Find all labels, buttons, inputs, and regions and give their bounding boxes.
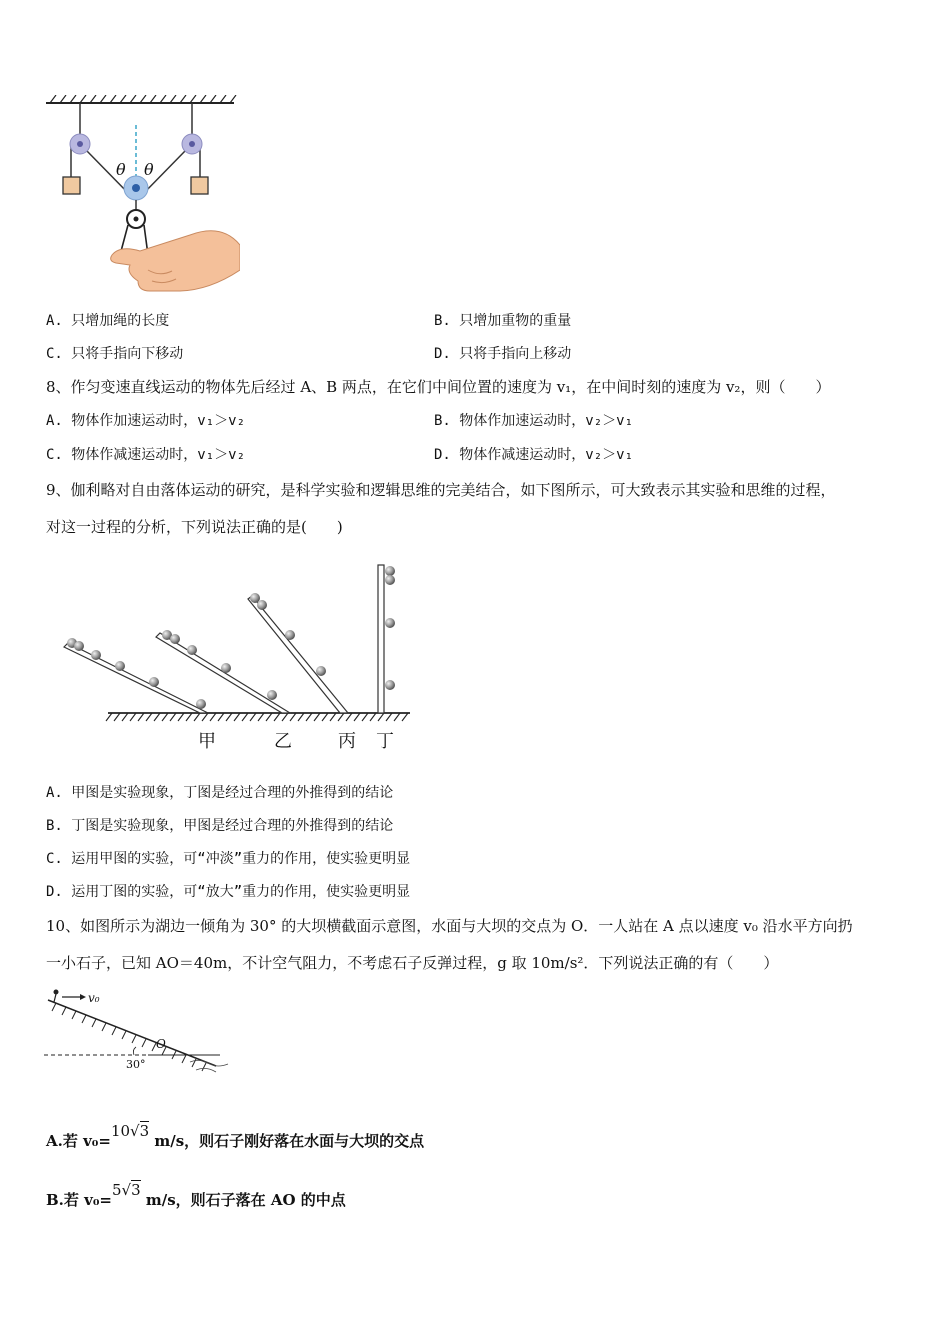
q8-option-d[interactable]: D. 物体作减速运动时，v₂＞v₁ [434,447,634,463]
q7-option-c[interactable]: C. 只将手指向下移动 [46,346,184,362]
q9-option-c[interactable]: C. 运用甲图的实验，可“冲淡”重力的作用，使实验更明显 [46,851,411,867]
q8-option-a[interactable]: A. 物体作加速运动时，v₁＞v₂ [46,413,246,429]
q10-option-b-radicand: 3 [131,1181,141,1199]
label-bing: 丙 [338,731,356,752]
q8-stem: 8、作匀变速直线运动的物体先后经过 A、B 两点，在它们中间位置的速度为 v₁，在中间时刻的速度为 v₂，则（ ） [46,378,831,396]
q10-option-a-sqrt [111,1115,149,1147]
q10-option-b-sqrt [112,1174,141,1206]
q7-option-b[interactable]: B. 只增加重物的重量 [434,313,572,329]
q10-stem-line2: 一小石子，已知 AO＝40m，不计空气阻力，不考虑石子反弹过程，g 取 10m/s²．下列说法正确的有（ ） [46,954,779,972]
q10-option-a-prefix: A.若 v₀= [46,1132,111,1150]
label-ding: 丁 [376,731,394,752]
q10-option-b[interactable] [46,1181,346,1216]
v0-label: v₀ [88,991,100,1005]
q9-inclined-plane-figure [50,555,420,755]
q10-stem-line1: 10、如图所示为湖边一倾角为 30° 的大坝横截面示意图，水面与大坝的交点为 O．一人站在 A 点以速度 v₀ 沿水平方向扔 [46,917,853,935]
q7-option-d[interactable]: D. 只将手指向上移动 [434,346,572,362]
q8-option-c[interactable]: C. 物体作减速运动时，v₁＞v₂ [46,447,246,463]
label-jia: 甲 [198,731,216,752]
q9-stem-line1: 9、伽利略对自由落体运动的研究，是科学实验和逻辑思维的完美结合，如下图所示，可大致表示其实验和思维的过程， [46,481,836,499]
q9-option-b[interactable]: B. 丁图是实验现象，甲图是经过合理的外推得到的结论 [46,818,394,834]
q10-dam-figure [40,980,240,1080]
theta-left-label: θ [116,160,126,179]
q9-option-d[interactable]: D. 运用丁图的实验，可“放大”重力的作用，使实验更明显 [46,884,411,900]
q7-option-a[interactable]: A. 只增加绳的长度 [46,313,170,329]
sqrt-icon: √ [130,1122,140,1140]
theta-right-label: θ [144,160,154,179]
q10-option-b-suffix: m/s，则石子落在 AO 的中点 [140,1191,346,1209]
q10-option-a[interactable] [46,1122,425,1157]
q10-option-a-suffix: m/s，则石子刚好落在水面与大坝的交点 [149,1132,425,1150]
q10-option-b-coef: 5 [111,1181,122,1199]
q10-option-a-coef: 10 [110,1122,131,1140]
q7-pulley-figure [40,95,240,295]
q9-stem-line2: 对这一过程的分析，下列说法正确的是( ) [46,518,343,536]
q8-option-b[interactable]: B. 物体作加速运动时，v₂＞v₁ [434,413,634,429]
sqrt-icon: √ [121,1181,132,1199]
angle-label: 30° [126,1058,146,1071]
q10-option-a-radicand: 3 [139,1122,150,1140]
q10-option-b-prefix: B.若 v₀= [46,1191,112,1209]
label-yi: 乙 [274,731,292,752]
q9-option-a[interactable]: A. 甲图是实验现象，丁图是经过合理的外推得到的结论 [46,785,394,801]
o-label: O [156,1037,166,1051]
